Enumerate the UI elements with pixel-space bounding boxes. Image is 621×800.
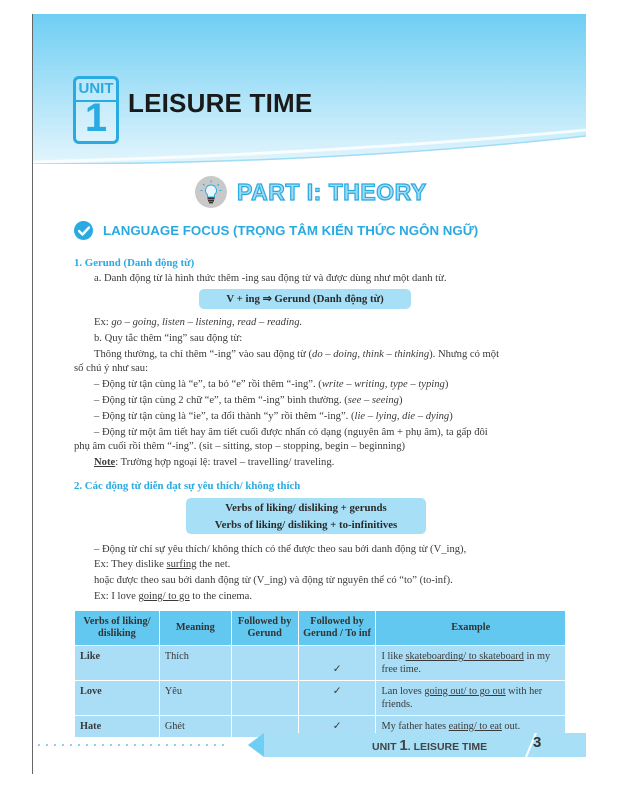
rule-2: [94, 394, 402, 408]
check-circle-icon: [74, 221, 93, 240]
cell-verb: Love: [75, 681, 160, 716]
section-2-heading: 2. Các động từ diễn đạt sự yêu thích/ không thích: [74, 480, 301, 492]
text-part: Lan loves: [381, 686, 425, 697]
section-2-line-1: – Động từ chỉ sự yêu thích/ không thích có thể được theo sau bởi danh động từ (V_ing),: [94, 544, 467, 555]
cell-gerund: [231, 646, 298, 681]
footer-unit-number: 1: [399, 737, 408, 754]
cell-gerund-toinf: ✓: [298, 681, 376, 716]
note-text: : Trường hợp ngoại lệ: travel – travelling/ traveling.: [115, 457, 335, 468]
rule-4-line-1: – Động từ một âm tiết hay âm tiết cuối được nhấn có dạng (nguyên âm + phụ âm), ta gấp đôi: [94, 427, 488, 438]
rule-4-line-2: phụ âm cuối rồi thêm “-ing”. (sit – sitting, stop – stopping, begin – beginning): [74, 441, 406, 452]
normal-rule-line-2: số chú ý như sau:: [74, 363, 149, 374]
lightbulb-icon: [195, 176, 227, 208]
header-meaning: Meaning: [159, 611, 231, 646]
footer-unit-title: . LEISURE TIME: [407, 741, 488, 753]
page-footer: [33, 733, 586, 757]
liking-formula-box: [186, 498, 426, 534]
section-1-line-a: a. Danh động từ là hình thức thêm -ing sau động từ và được dùng như một danh từ.: [94, 273, 447, 284]
text-part: in my free time.: [381, 651, 551, 675]
text-underlined: going out/ to go out: [424, 686, 506, 697]
part-title: PART I: THEORY: [237, 178, 427, 205]
text-underlined: skateboarding/ to skateboard: [405, 651, 524, 662]
text-part: – Động từ tận cùng là “ie”, ta đổi thành “y” rồi thêm “-ing”. (: [94, 411, 355, 422]
cell-verb: Like: [75, 646, 160, 681]
language-focus-title: LANGUAGE FOCUS (TRỌNG TÂM KIẾN THỨC NGÔN NGỮ): [103, 223, 479, 238]
note-line: [94, 456, 334, 470]
table-row: [75, 646, 566, 681]
text-part: the net.: [196, 559, 231, 570]
text-part: with her friends.: [381, 686, 543, 710]
text-underlined: surfing: [166, 559, 197, 570]
text-part: ): [444, 379, 449, 390]
section-2-example-2: [94, 590, 252, 604]
text-underlined: eating/ to eat: [448, 721, 502, 732]
cell-meaning: Yêu: [159, 681, 231, 716]
section-2-example-1: [94, 558, 230, 572]
text-part: – Động từ tận cùng là “e”, ta bỏ “e” rồi thêm “-ing”. (: [94, 379, 322, 390]
text-part: out.: [501, 721, 521, 732]
text-part: I like: [381, 651, 406, 662]
text-part: My father hates: [381, 721, 449, 732]
cell-gerund: [231, 681, 298, 716]
footer-unit-label: [372, 737, 487, 754]
cell-gerund-toinf: ✓: [298, 646, 376, 681]
text-part: – Động từ tận cùng 2 chữ “e”, ta thêm “-ing” bình thường. (: [94, 395, 348, 406]
example-text: go – going, listen – listening, read – reading.: [111, 317, 303, 328]
unit-badge-number: 1: [84, 96, 108, 140]
text-italic: do – doing, think – thinking: [312, 349, 430, 360]
header-example: Example: [376, 611, 566, 646]
unit-badge: [73, 76, 119, 144]
table-header-row: [75, 611, 566, 646]
text-italic: lie – lying, die – dying: [354, 411, 450, 422]
formula-gerunds: Verbs of liking/ disliking + gerunds: [225, 502, 387, 514]
rule-3: [94, 410, 453, 424]
part-heading: [195, 174, 427, 210]
unit-badge-word: UNIT: [78, 80, 114, 97]
formula-to-infinitives: Verbs of liking/ disliking + to-infinitives: [214, 519, 398, 531]
header-verbs: Verbs of liking/ disliking: [75, 611, 160, 646]
verbs-of-liking-table: [74, 610, 566, 738]
text-part: ). Nhưng có một: [429, 349, 500, 360]
cell-verb: Hate: [75, 716, 160, 738]
text-part: to the cinema.: [189, 591, 253, 602]
text-part: Ex: I love: [94, 591, 139, 602]
text-part: Ex: They dislike: [94, 559, 167, 570]
cell-meaning: Ghét: [159, 716, 231, 738]
cell-example: [376, 646, 566, 681]
text-part: ): [449, 411, 453, 422]
cell-gerund-toinf: ✓: [298, 716, 376, 738]
footer-unit-word: UNIT: [372, 741, 400, 753]
section-2-line-2: hoặc được theo sau bởi danh động từ (V_ing) và động từ nguyên thể có “to” (to-inf).: [94, 575, 453, 586]
cell-meaning: Thích: [159, 646, 231, 681]
page-number: 3: [533, 734, 542, 751]
text-italic: write – writing, type – typing: [321, 379, 445, 390]
section-1-line-b: b. Quy tắc thêm “ing” sau động từ:: [94, 333, 243, 344]
normal-rule-line-1: [94, 348, 499, 362]
rule-1: [94, 378, 448, 392]
unit-title: LEISURE TIME: [128, 88, 313, 118]
language-focus-heading: [74, 221, 478, 240]
note-label: Note: [94, 457, 116, 468]
section-1-example: [94, 316, 302, 330]
text-part: Thông thường, ta chỉ thêm “-ing” vào sau động từ (: [94, 349, 313, 360]
text-italic: see – seeing: [347, 395, 399, 406]
header-followed-by-gerund-toinf: Followed by Gerund / To inf: [298, 611, 376, 646]
cell-example: [376, 681, 566, 716]
example-prefix: Ex:: [94, 317, 112, 328]
text-part: ): [398, 395, 403, 406]
gerund-formula-box: V + ing ⇒ Gerund (Danh động từ): [199, 289, 411, 309]
text-underlined: going/ to go: [138, 591, 190, 602]
header-followed-by-gerund: Followed by Gerund: [231, 611, 298, 646]
footer-dotted-line: [35, 744, 230, 746]
table-row: [75, 681, 566, 716]
section-1-heading: 1. Gerund (Danh động từ): [74, 257, 195, 269]
